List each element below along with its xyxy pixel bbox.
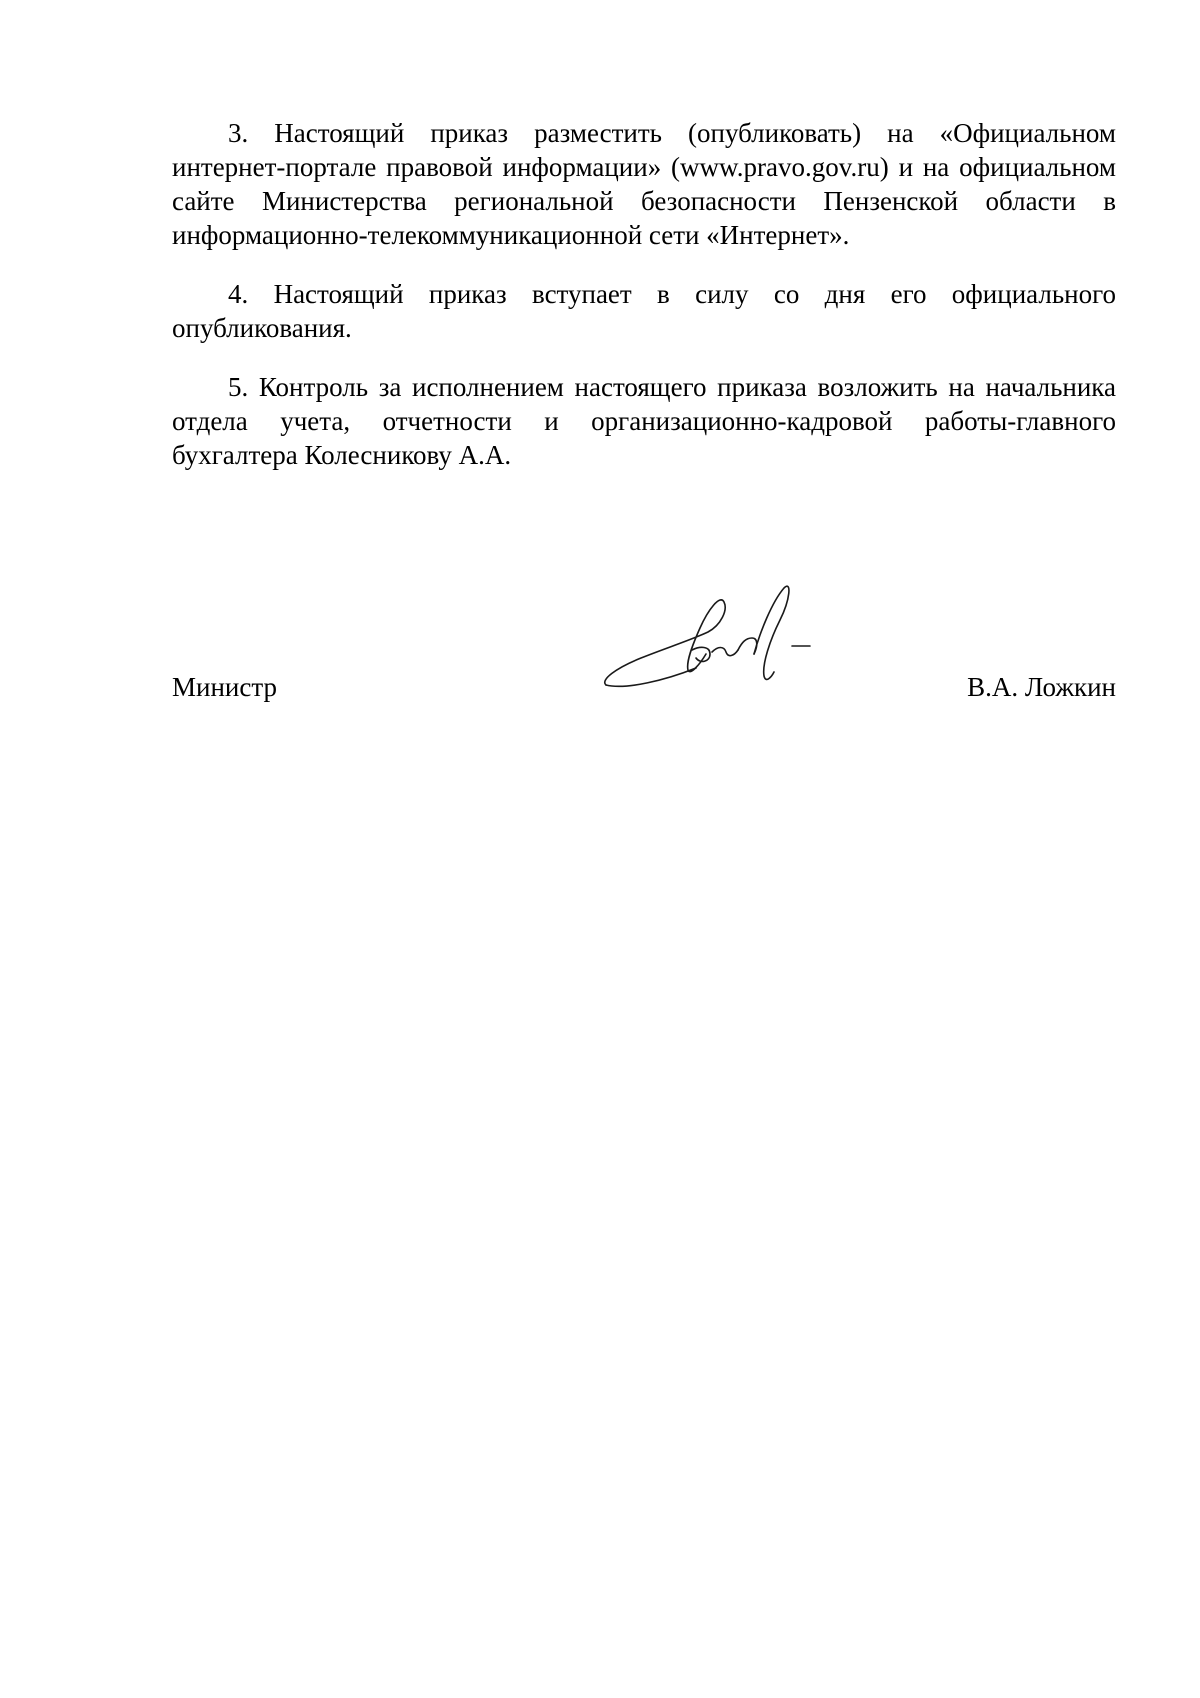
document-body [172,116,1116,497]
signer-name: В.А. Ложкин [967,672,1116,702]
paragraph-3: 3. Настоящий приказ разместить (опубликовать) на «Официальном интернет-портале правовой информации» (www.pravo.gov.ru) и на официальном сайте Министерства региональной безопасности Пензенской области в информационно-телекоммуникационной сети «Интернет». [172,118,1116,250]
signature-block [172,670,1116,710]
paragraph-4: 4. Настоящий приказ вступает в силу со дня его официального опубликования. [172,279,1116,343]
paragraph-5: 5. Контроль за исполнением настоящего приказа возложить на начальника отдела учета, отчетности и организационно-кадровой работы-главного бухгалтера Колесникову А.А. [172,372,1116,470]
signer-title: Министр [172,672,277,702]
